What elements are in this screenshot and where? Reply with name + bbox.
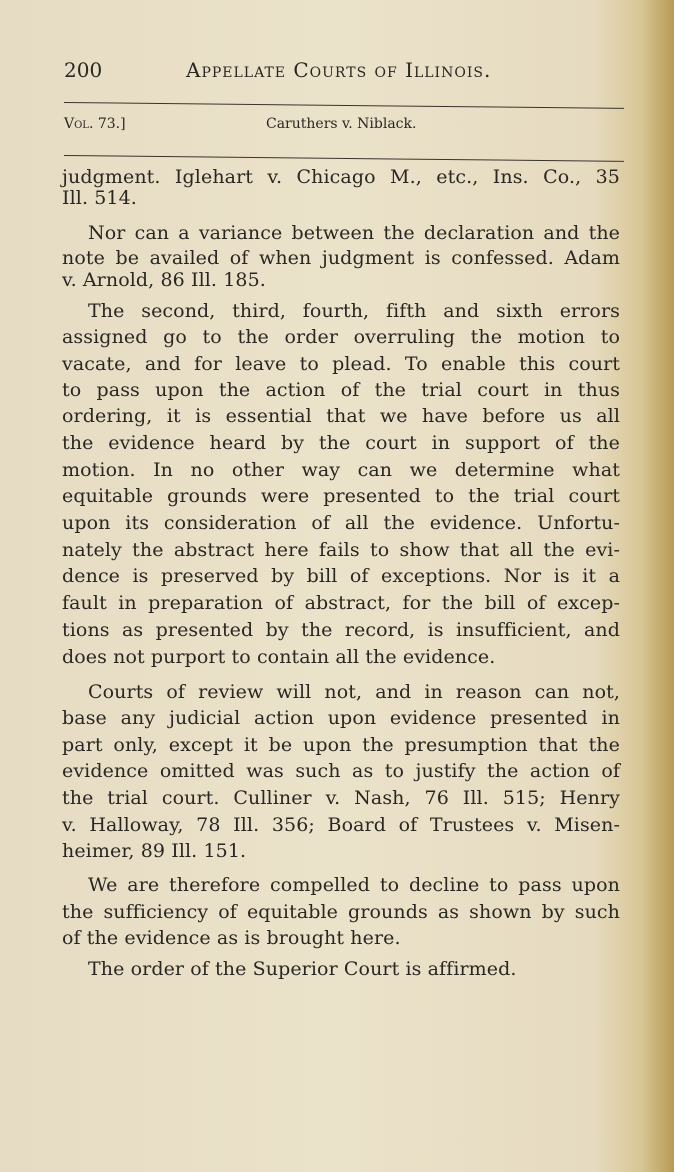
- text-line: equitable grounds were presented to the trial court: [62, 485, 620, 507]
- text-line: Nor can a variance between the declaration and the: [88, 222, 620, 244]
- running-title: Appellate Courts of Illinois.: [186, 58, 492, 82]
- text-line: upon its consideration of all the evidence. Unfortu-: [62, 512, 620, 534]
- text-line: assigned go to the order overruling the motion to: [62, 326, 620, 348]
- text-line: heimer, 89 Ill. 151.: [62, 840, 247, 862]
- text-line: Ill. 514.: [62, 187, 137, 209]
- header-rule: [64, 102, 624, 109]
- text-line: The order of the Superior Court is affirmed.: [88, 958, 517, 980]
- text-line: dence is preserved by bill of exceptions. Nor is it a: [62, 565, 620, 587]
- text-line: evidence omitted was such as to justify the action of: [62, 760, 620, 782]
- text-line: tions as presented by the record, is insufficient, and: [62, 619, 620, 641]
- text-line: part only, except it be upon the presumption that the: [62, 734, 620, 756]
- text-line: fault in preparation of abstract, for the bill of excep-: [62, 592, 620, 614]
- text-line: v. Halloway, 78 Ill. 356; Board of Trustees v. Misen-: [62, 814, 620, 836]
- text-line: motion. In no other way can we determine what: [62, 459, 620, 481]
- text-line: note be availed of when judgment is confessed. Adam: [62, 247, 620, 269]
- header-rule: [64, 155, 624, 162]
- text-line: nately the abstract here fails to show that all the evi-: [62, 539, 620, 561]
- text-line: the sufficiency of equitable grounds as shown by such: [62, 901, 620, 923]
- text-line: We are therefore compelled to decline to pass upon: [88, 874, 620, 896]
- text-line: vacate, and for leave to plead. To enable this court: [62, 353, 620, 375]
- text-line: Courts of review will not, and in reason can not,: [88, 681, 620, 703]
- text-line: v. Arnold, 86 Ill. 185.: [62, 269, 266, 291]
- text-line: ordering, it is essential that we have before us all: [62, 405, 620, 427]
- case-title: Caruthers v. Niblack.: [266, 116, 417, 132]
- text-line: judgment. Iglehart v. Chicago M., etc., Ins. Co., 35: [62, 166, 620, 188]
- text-line: of the evidence as is brought here.: [62, 927, 401, 949]
- text-line: does not purport to contain all the evidence.: [62, 646, 496, 668]
- text-line: to pass upon the action of the trial court in thus: [62, 379, 620, 401]
- text-line: base any judicial action upon evidence presented in: [62, 707, 620, 729]
- text-line: The second, third, fourth, fifth and sixth errors: [88, 300, 620, 322]
- text-line: the evidence heard by the court in support of the: [62, 432, 620, 454]
- volume-label: Vol. 73.]: [64, 116, 126, 132]
- text-line: the trial court. Culliner v. Nash, 76 Ill. 515; Henry: [62, 787, 620, 809]
- page-number: 200: [64, 58, 103, 82]
